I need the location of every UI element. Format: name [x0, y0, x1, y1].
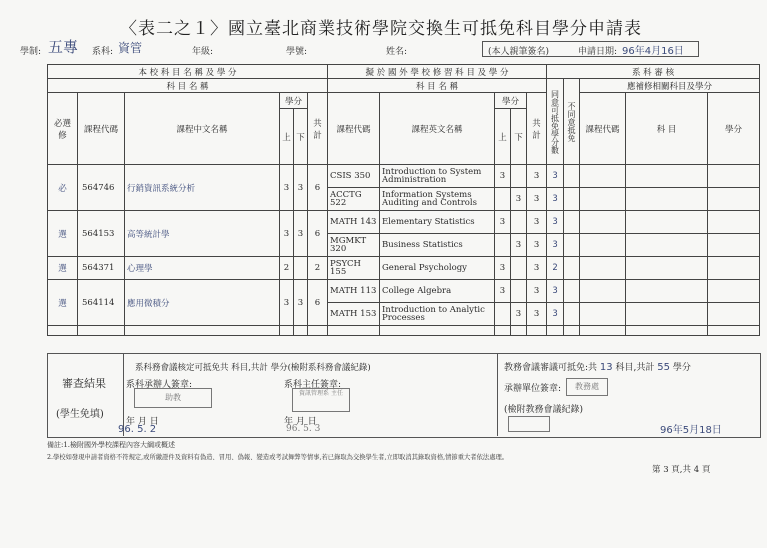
committee-line: 系科務會議核定可抵免共 科目,共計 學分(檢附系科務會議紀錄) [135, 363, 371, 373]
f-up-hdr: 上 [495, 109, 511, 165]
f-name-cell: Information Systems Auditing and Controls [380, 188, 495, 211]
unit-stamp: 教務處 [566, 378, 608, 396]
page-number: 第 3 頁,共 4 頁 [652, 465, 711, 475]
a-subject-cell [626, 234, 708, 257]
form-title: 〈表二之１〉國立臺北商業技術學院交換生可抵免科目學分申請表 [120, 19, 642, 39]
total-cell: 6 [308, 211, 328, 257]
req-cell: 選 [48, 280, 78, 326]
date-1: 96. 5. 2 [118, 424, 157, 435]
chair-label: 系科承辦人簽章: [126, 380, 193, 390]
disagree-cell [564, 211, 580, 234]
review-divider [47, 353, 124, 436]
f-name-cell: Introduction to System Administration [380, 165, 495, 188]
up-cell: 3 [280, 211, 294, 257]
a-subject-cell [626, 188, 708, 211]
code-cell: 564746 [78, 165, 125, 211]
academic-courses: 13 [599, 362, 613, 373]
a-credit-cell [708, 211, 760, 234]
agree-cell: 3 [547, 280, 564, 303]
agree-cell: 3 [547, 303, 564, 326]
cname-cell: 心理學 [125, 257, 280, 280]
f-down-cell: 3 [511, 234, 527, 257]
f-total-cell: 3 [527, 303, 547, 326]
date-label: 申請日期: [578, 47, 618, 57]
f-up-cell: 3 [495, 257, 511, 280]
f-up-cell [495, 188, 511, 211]
down-cell: 3 [294, 280, 308, 326]
a-credit-cell [708, 234, 760, 257]
req-cell: 必 [48, 165, 78, 211]
section-right: 系 科 審 核 [547, 65, 760, 79]
cname-cell: 行銷資訊系統分析 [125, 165, 280, 211]
cname-hdr: 課程中文名稱 [125, 93, 280, 165]
f-code-cell: MATH 113 [328, 280, 380, 303]
f-total-cell: 3 [527, 211, 547, 234]
f-total-cell: 3 [527, 165, 547, 188]
f-total-cell: 3 [527, 257, 547, 280]
total-cell: 2 [308, 257, 328, 280]
f-total-cell: 3 [527, 234, 547, 257]
f-down-hdr: 下 [511, 109, 527, 165]
up-cell: 3 [280, 280, 294, 326]
up-cell: 2 [280, 257, 294, 280]
student-label: (學生免填) [56, 409, 104, 420]
table-row [48, 211, 760, 234]
head-label: 系科主任簽章: [284, 380, 342, 390]
a-subject-cell [626, 303, 708, 326]
up-hdr: 上 [280, 109, 294, 165]
f-down-cell: 3 [511, 188, 527, 211]
f-name-cell: General Psychology [380, 257, 495, 280]
course-name-hdr: 科 目 名 稱 [48, 79, 328, 93]
section-mid: 擬 於 國 外 學 校 修 習 科 目 及 學 分 [328, 65, 547, 79]
f-down-cell [511, 280, 527, 303]
a-code-cell [580, 257, 626, 280]
a-credit-cell [708, 165, 760, 188]
grade-label: 年級: [192, 47, 214, 57]
disagree-cell [564, 280, 580, 303]
signature-box [482, 41, 699, 57]
section-left: 本 校 科 目 名 稱 及 學 分 [48, 65, 328, 79]
major-label: 系科: [92, 47, 114, 57]
f-up-cell [495, 234, 511, 257]
code-cell: 564153 [78, 211, 125, 257]
f-total-cell: 3 [527, 280, 547, 303]
id-label: 學號: [286, 47, 308, 57]
down-cell [294, 257, 308, 280]
academic-line: 教務會議審議可抵免:共 13 科目,共計 55 學分 [504, 362, 691, 373]
f-code-cell: PSYCH 155 [328, 257, 380, 280]
f-name-cell: Business Statistics [380, 234, 495, 257]
req-cell: 選 [48, 257, 78, 280]
f-code-cell: MATH 153 [328, 303, 380, 326]
a-code-cell [580, 165, 626, 188]
seal-box [508, 416, 550, 432]
f-code-cell: CSIS 350 [328, 165, 380, 188]
date-3: 96年5月18日 [660, 425, 722, 436]
f-down-cell [511, 211, 527, 234]
disagree-cell [564, 303, 580, 326]
f-ename-hdr: 課程英文名稱 [380, 93, 495, 165]
f-total-cell: 3 [527, 188, 547, 211]
f-up-cell [495, 303, 511, 326]
result-label: 審查結果 [62, 377, 106, 390]
down-hdr: 下 [294, 109, 308, 165]
disagree-cell [564, 188, 580, 211]
a-code-cell [580, 280, 626, 303]
f-up-cell: 3 [495, 211, 511, 234]
name-label: 姓名: [386, 47, 408, 57]
req-hdr: 必選修 [48, 93, 78, 165]
down-cell: 3 [294, 211, 308, 257]
a-credit-cell [708, 257, 760, 280]
major-value: 資管 [118, 41, 143, 55]
a-subject-cell [626, 257, 708, 280]
a-credit-cell [708, 303, 760, 326]
a-code-hdr: 課程代碼 [580, 93, 626, 165]
a-subject-cell [626, 211, 708, 234]
f-name-cell: College Algebra [380, 280, 495, 303]
f-name-cell: Introduction to Analytic Processes [380, 303, 495, 326]
code-hdr: 課程代碼 [78, 93, 125, 165]
a-code-cell [580, 234, 626, 257]
agree-cell: 3 [547, 211, 564, 234]
table-row [48, 280, 760, 303]
agree-cell: 2 [547, 257, 564, 280]
note-1: 備註:1.檢附國外學校課程內容大綱或概述 [47, 441, 176, 449]
foreign-name-hdr: 科 目 名 稱 [328, 79, 547, 93]
f-name-cell: Elementary Statistics [380, 211, 495, 234]
a-subject-hdr: 科 目 [626, 93, 708, 165]
approve-hdr: 應補修相關科目及學分 [580, 79, 760, 93]
a-credit-cell [708, 188, 760, 211]
academic-credits: 55 [657, 362, 671, 373]
agree-cell: 3 [547, 234, 564, 257]
f-up-cell: 3 [495, 280, 511, 303]
credit-hdr: 學分 [280, 93, 308, 109]
a-code-cell [580, 188, 626, 211]
dept-label: 學制: [20, 47, 42, 57]
table-row [48, 257, 760, 280]
review-divider-2 [497, 353, 498, 436]
head-stamp: 資訊管理系 主任 [292, 388, 350, 412]
total-cell: 6 [308, 165, 328, 211]
a-code-cell [580, 211, 626, 234]
f-up-cell: 3 [495, 165, 511, 188]
agree-hdr: 同意可抵免學分數 [547, 79, 564, 165]
agree-cell: 3 [547, 188, 564, 211]
f-code-cell: ACCTG 522 [328, 188, 380, 211]
date-value: 96年4月16日 [622, 46, 684, 57]
note-2: 2.學校如發現申請者資格不符規定,或所繳證件及資料有偽造、冒用、偽報、變造或考試舞弊等情事,若已錄取為交換學生者,立即取消其錄取資格,情節重大者依法處理。 [47, 454, 509, 461]
unit-label: 承辦單位簽章: [504, 384, 562, 394]
a-code-cell [580, 303, 626, 326]
agree-cell: 3 [547, 165, 564, 188]
course-table [47, 64, 760, 336]
a-credit-hdr: 學分 [708, 93, 760, 165]
f-code-cell: MGMKT 320 [328, 234, 380, 257]
applicant-note: (本人親筆簽名) [488, 47, 550, 57]
disagree-hdr: 不同意抵免 [564, 79, 580, 165]
f-down-cell: 3 [511, 303, 527, 326]
total-hdr: 共計 [308, 93, 328, 165]
a-subject-cell [626, 280, 708, 303]
chair-stamp: 助教 [134, 388, 212, 408]
a-subject-cell [626, 165, 708, 188]
ym-label-1: 年 月 日 [126, 417, 159, 427]
f-code-hdr: 課程代碼 [328, 93, 380, 165]
table-row [48, 165, 760, 188]
req-cell: 選 [48, 211, 78, 257]
code-cell: 564371 [78, 257, 125, 280]
date-2: 96. 5. 3 [286, 424, 321, 434]
dept-value: 五專 [48, 38, 79, 56]
empty-row [48, 326, 760, 336]
cname-cell: 應用微積分 [125, 280, 280, 326]
down-cell: 3 [294, 165, 308, 211]
disagree-cell [564, 257, 580, 280]
f-down-cell [511, 257, 527, 280]
up-cell: 3 [280, 165, 294, 211]
cname-cell: 高等統計學 [125, 211, 280, 257]
code-cell: 564114 [78, 280, 125, 326]
ym-label-2: 年 月 日 [284, 417, 317, 427]
f-total-hdr: 共計 [527, 93, 547, 165]
a-credit-cell [708, 280, 760, 303]
f-down-cell [511, 165, 527, 188]
minutes-label: (檢附教務會議紀錄) [504, 405, 584, 415]
f-code-cell: MATH 143 [328, 211, 380, 234]
total-cell: 6 [308, 280, 328, 326]
disagree-cell [564, 165, 580, 188]
f-credit-hdr: 學分 [495, 93, 527, 109]
disagree-cell [564, 234, 580, 257]
